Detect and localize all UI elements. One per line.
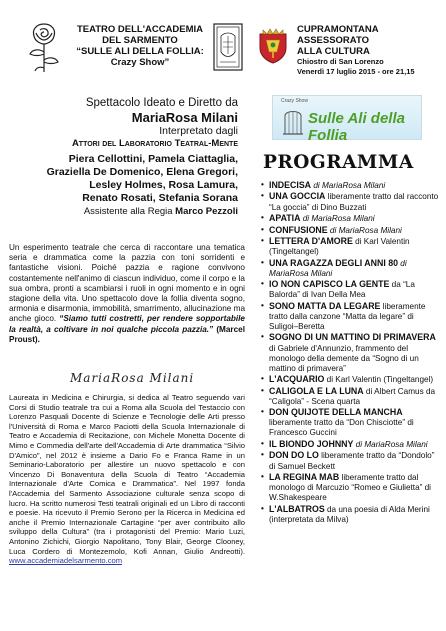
program-item-title: CONFUSIONE [269, 224, 328, 235]
program-item-title: APATIA [269, 213, 301, 224]
assistant-name: Marco Pezzoli [175, 206, 238, 217]
quote-author: (Marcel Proust). [9, 324, 245, 344]
program-item-credit: di MariaRosa Milani [300, 214, 375, 224]
rose-logo-icon [22, 18, 66, 76]
accademia-crest-icon [213, 22, 243, 72]
program-item [261, 472, 441, 503]
program-item-credit: di Gabriele d'Annunzio, frammento del monologo della demente da “Sogno di un mattino di primavera” [269, 343, 419, 373]
program-item-title: LETTERA D'AMORE [269, 236, 353, 247]
program-item-title: UNA RAGAZZA DEGLI ANNI 80 [269, 257, 399, 268]
program-item [261, 258, 441, 279]
program-item-title: L'ACQUARIO [269, 374, 325, 385]
program-item [261, 301, 441, 332]
credits-line: Interpretato dagli [159, 125, 238, 137]
program-item-title: IL BIONDO JOHNNY [269, 438, 354, 449]
website-link[interactable]: www.accademiadelsarmento.com [9, 556, 123, 566]
program-item-credit: liberamente tratto dal monologo di Marcuzio “Romeo e Giulietta” di W.Shakespeare [269, 473, 432, 503]
program-item [261, 213, 441, 224]
event-header [297, 24, 443, 77]
bio-text: Laureata in Medicina e Chirurgia, si dedica al Teatro seguendo vari Corsi di Studio teatrale tra cui a Roma alla Scuola del Testaccio con Lorenzo Pasquali Docente di Scienze e Tecnologie delle Arti presso l'Università di Roma e Marco Paciotti della Scuola Internazionale di Teatro e Accademia di Recitazione, con Michele Monetta Docente di Mimo e Commedia dell'arte dell'Accademia di Arte drammatica “Silvio D'Amico”, nel 2012 è insieme a Dario Fo e Franca Rame in un Seminario-Laboratorio per allestire un nuovo spettacolo e con Vincenzo Di Bonaventura della Scuola di Teatro “Accademia Internazionale d'Arte Comica e Drammatica”. Nel 1997 fonda l'Accademia del Sarmento Associazione culturale senza scopo di lucro. Ha scritto numerosi Testi teatrali originali ed un Libro di racconti e poesie. Ha ricevuto il Premio Serono per la Ricerca in Medicina ed anche il Premio Internazionale Cartagine “per aver contribuito allo sviluppo della Cultura” (tra i protagonisti del Premio: Mario Luzi, Antonino Zichichi, Giorgio Napolitano, Tony Blair, George Clooney, Luca Cordero di Montezemolo, Kofi Annan, Giulio Andreotti). [9, 393, 245, 556]
program-item [261, 439, 441, 450]
credits-line: Spettacolo Ideato e Diretto da [85, 97, 238, 109]
director-biography [9, 393, 245, 566]
program-item-title: CALIGOLA E LA LUNA [269, 385, 364, 396]
programma-heading: PROGRAMMA [263, 152, 414, 173]
banner-title: Sulle Ali della Follia [308, 110, 405, 144]
program-item-credit: liberamente tratto da “Dondolo” di Samuel Beckett [269, 451, 435, 471]
program-list [261, 180, 441, 525]
program-item-credit: liberamente tratto dalla canzone “Matta da legare” di Suligoi–Beretta [269, 301, 426, 331]
theatre-header [70, 24, 210, 68]
birdcage-icon [281, 106, 305, 136]
event-venue: Chiostro di San Lorenzo [297, 57, 384, 66]
program-item-credit: da “La Balorda” di Ivan Della Mea [269, 280, 415, 300]
header-right-line: CUPRAMONTANA [297, 24, 379, 35]
program-item-credit: di MariaRosa Milani [311, 181, 386, 190]
header-left-line: TEATRO DELL'ACCADEMIA [76, 24, 204, 35]
program-item [261, 180, 441, 191]
program-item [261, 407, 441, 438]
program-item [261, 332, 441, 373]
description-text: Un esperimento teatrale che cerca di raccontare una tematica seria e drammatica come la pazzia con toni sorridenti e fantastiche visioni. Poiché pazzia e ragione convivono costantemente nell'animo di ciascun individuo, come il corpo e la sua ombra, pronti a scambiarsi i ruoli in ogni momento e in ogni stagione della vita. Uno spettacolo dove la follia diventa sogno, armonia e disarmonia, immobilità, smarrimento, allucinazione ma anche gioco. [9, 243, 245, 324]
program-item-credit: di MariaRosa Milani [353, 439, 428, 449]
program-item [261, 191, 441, 212]
program-item-credit: di MariaRosa Milani [327, 225, 402, 235]
director-name: MariaRosa Milani [131, 110, 238, 125]
program-item-title: UNA GOCCIA [269, 191, 326, 202]
assistant-director [0, 205, 238, 218]
cupramontana-coat-of-arms-icon [257, 28, 289, 64]
event-date: Venerdì 17 luglio 2015 - ore 21,15 [297, 67, 415, 76]
program-item-credit: di MariaRosa Milani [269, 258, 407, 278]
director-signature: MariaRosa Milani [70, 371, 195, 385]
program-item [261, 504, 441, 525]
cast-line: Piera Cellottini, Pamela Ciattaglia, [68, 153, 238, 165]
program-item-credit: liberamente tratto dal racconto “La goccia” di Dino Buzzati [269, 192, 439, 212]
show-banner [272, 95, 422, 144]
program-item-title: DON DO LO [269, 450, 319, 461]
program-item [261, 386, 441, 407]
assistant-label: Assistente alla Regia [83, 206, 176, 217]
program-item [261, 225, 441, 236]
header-right-line: ASSESSORATO [297, 35, 369, 46]
header-right-line: ALLA CULTURA [297, 46, 370, 57]
program-item-credit: da una poesia di Alda Merini (interpretata da Milva) [269, 504, 430, 524]
program-item-credit: di Karl Valentin (Tingeltangel) [269, 237, 410, 257]
cast-line: Lesley Holmes, Rosa Lamura, [89, 179, 238, 191]
program-item-title: IO NON CAPISCO LA GENTE [269, 279, 390, 290]
program-item-title: L'ALBATROS [269, 503, 325, 514]
proust-quote: “Siamo tutti costretti, per rendere sopportabile la realtà, a coltivare in noi qualche piccola pazzia.” [9, 314, 245, 334]
company-name: Attori del Laboratorio Teatral-Mente [71, 138, 238, 149]
banner-small-text: Crazy Show [281, 98, 308, 104]
program-item-title: LA REGINA MAB [269, 472, 340, 482]
program-item-credit: di Karl Valentin (Tingeltangel) [324, 375, 434, 385]
program-item [261, 236, 441, 257]
header-left-line: DEL SARMENTO [102, 35, 178, 46]
program-item [261, 450, 441, 471]
program-item-credit: di Albert Camus da “Caligola” - Scena quarta [269, 386, 436, 406]
header-left-line: Crazy Show” [110, 57, 170, 68]
program-item-credit: liberamente tratto da “Don Chisciotte” di Francesco Guccini [269, 418, 414, 438]
program-item-title: INDECISA [269, 180, 312, 190]
header-left-line: “SULLE ALI DELLA FOLLIA: [76, 46, 204, 57]
program-item-title: DON QUIJOTE DELLA MANCHA [269, 407, 403, 418]
cast-line: Renato Rosati, Stefania Sorana [82, 192, 238, 204]
cast-line: Graziella De Domenico, Elena Gregori, [46, 166, 238, 178]
show-description [9, 243, 245, 345]
program-item-title: SOGNO DI UN MATTINO DI PRIMAVERA [269, 332, 436, 343]
program-item-title: SONO MATTA DA LEGARE [269, 300, 381, 311]
credits-block [0, 96, 248, 218]
program-item [261, 279, 441, 300]
cast-list [0, 153, 238, 205]
program-item [261, 374, 441, 385]
